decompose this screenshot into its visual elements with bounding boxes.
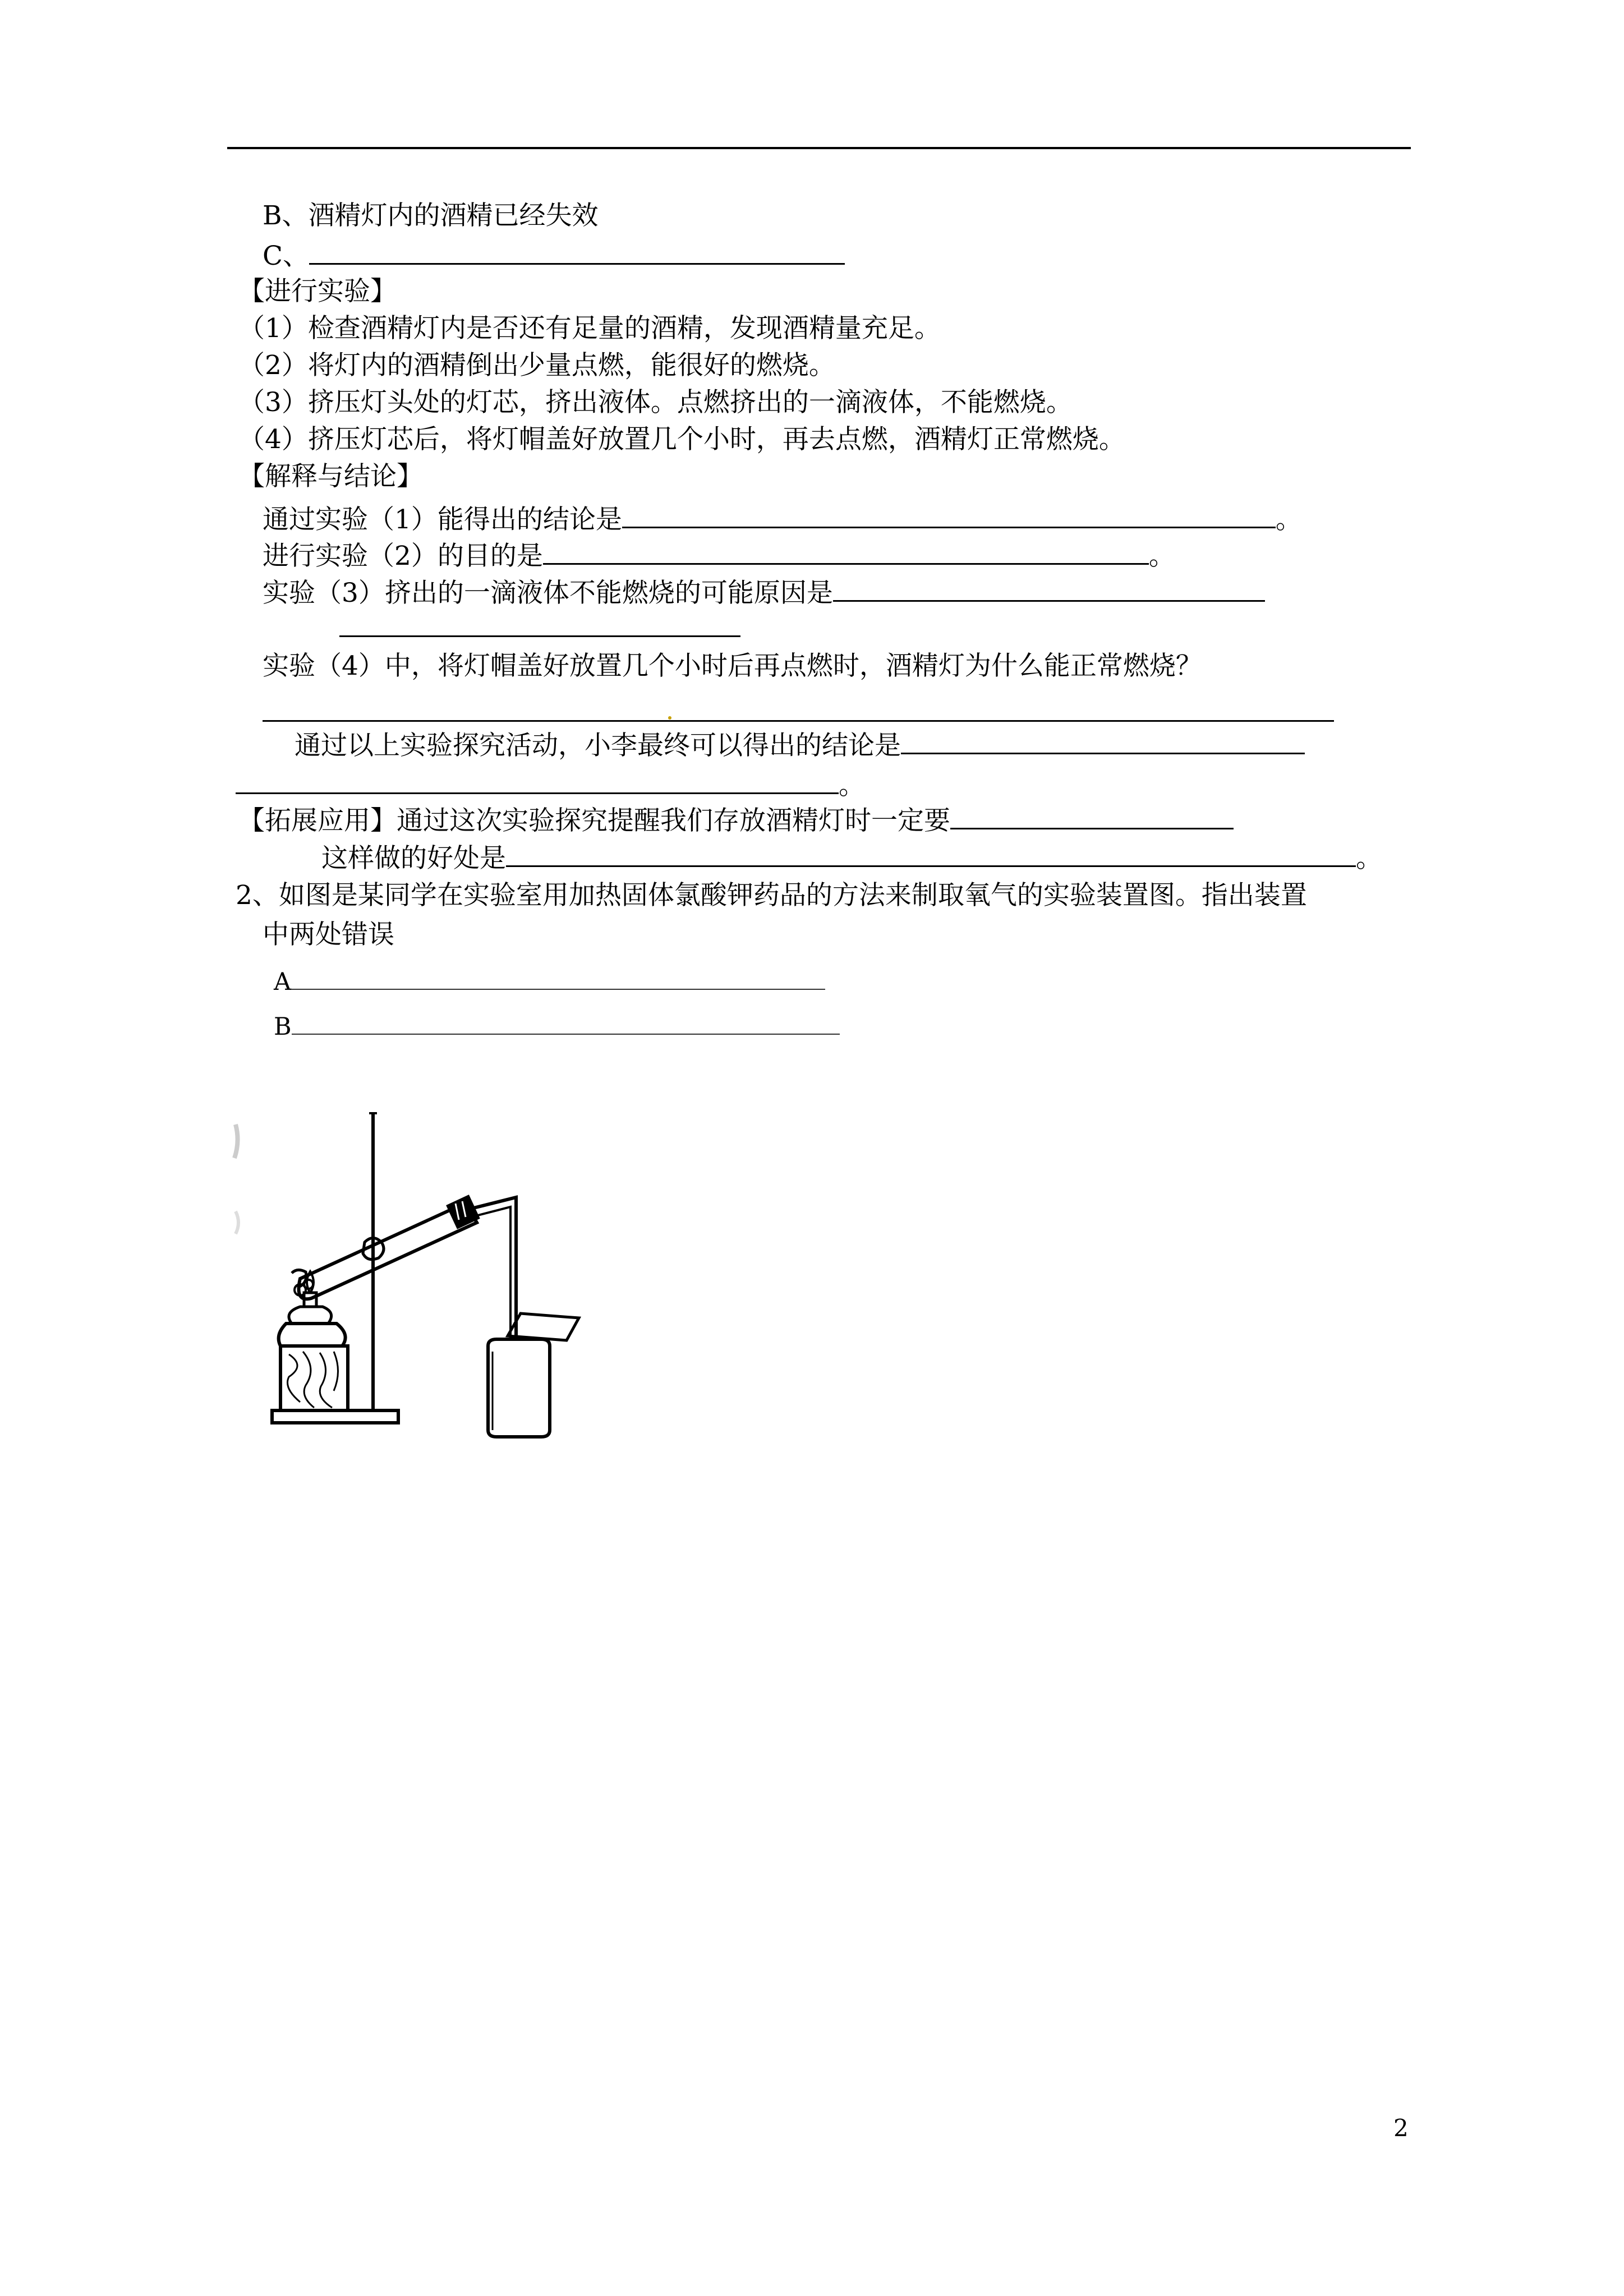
- question-5-blank[interactable]: [901, 727, 1305, 754]
- extension-application: 【拓展应用】通过这次实验探究提醒我们存放酒精灯时一定要: [238, 802, 1234, 838]
- question-3-blank-2[interactable]: [339, 610, 740, 637]
- answer-b: B: [274, 1008, 840, 1044]
- problem-2-line-2: 中两处错误: [263, 919, 394, 950]
- question-1: 通过实验（1）能得出的结论是 。: [263, 501, 1302, 537]
- oxygen-apparatus-figure: [224, 1099, 617, 1447]
- extension-benefit: 这样做的好处是 。: [321, 840, 1382, 875]
- section-conclusion-heading: 【解释与结论】: [238, 461, 423, 492]
- answer-a-blank[interactable]: [291, 963, 825, 990]
- question-4-blank[interactable]: [263, 694, 1334, 722]
- question-5: 通过以上实验探究活动，小李最终可以得出的结论是: [295, 727, 1305, 763]
- problem-2-line-1: 2、如图是某同学在实验室用加热固体氯酸钾药品的方法来制取氧气的实验装置图。指出装置: [236, 880, 1307, 911]
- question-5-continuation: 。: [236, 767, 865, 803]
- header-rule: [227, 147, 1411, 149]
- question-3-blank[interactable]: [833, 574, 1265, 602]
- question-5-blank-2[interactable]: [236, 767, 839, 794]
- extension-benefit-blank[interactable]: [506, 840, 1356, 867]
- option-c-blank[interactable]: [309, 237, 845, 265]
- question-2: 进行实验（2）的目的是 。: [263, 537, 1175, 573]
- question-2-blank[interactable]: [543, 537, 1149, 565]
- question-4-answer-line: [263, 694, 1334, 730]
- experiment-step-3: （3）挤压灯头处的灯芯，挤出液体。点燃挤出的一滴液体，不能燃烧。: [238, 387, 1073, 418]
- question-1-blank[interactable]: [622, 501, 1276, 528]
- page-number: 2: [1393, 2114, 1409, 2142]
- answer-b-blank[interactable]: [292, 1008, 840, 1035]
- section-experiment-heading: 【进行实验】: [238, 276, 397, 307]
- extension-blank[interactable]: [950, 802, 1234, 829]
- option-b: B、酒精灯内的酒精已经失效: [263, 200, 599, 231]
- answer-a: A: [274, 963, 825, 999]
- experiment-step-1: （1）检查酒精灯内是否还有足量的酒精，发现酒精量充足。: [238, 313, 941, 344]
- question-3: 实验（3）挤出的一滴液体不能燃烧的可能原因是: [263, 574, 1265, 610]
- option-c: C、: [263, 237, 845, 273]
- experiment-step-2: （2）将灯内的酒精倒出少量点燃，能很好的燃烧。: [238, 350, 835, 381]
- experiment-step-4: （4）挤压灯芯后，将灯帽盖好放置几个小时，再去点燃，酒精灯正常燃烧。: [238, 424, 1125, 455]
- stray-mark: [668, 716, 671, 720]
- question-4: 实验（4）中，将灯帽盖好放置几个小时后再点燃时，酒精灯为什么能正常燃烧？: [263, 651, 1202, 681]
- question-3-continuation: [339, 610, 740, 646]
